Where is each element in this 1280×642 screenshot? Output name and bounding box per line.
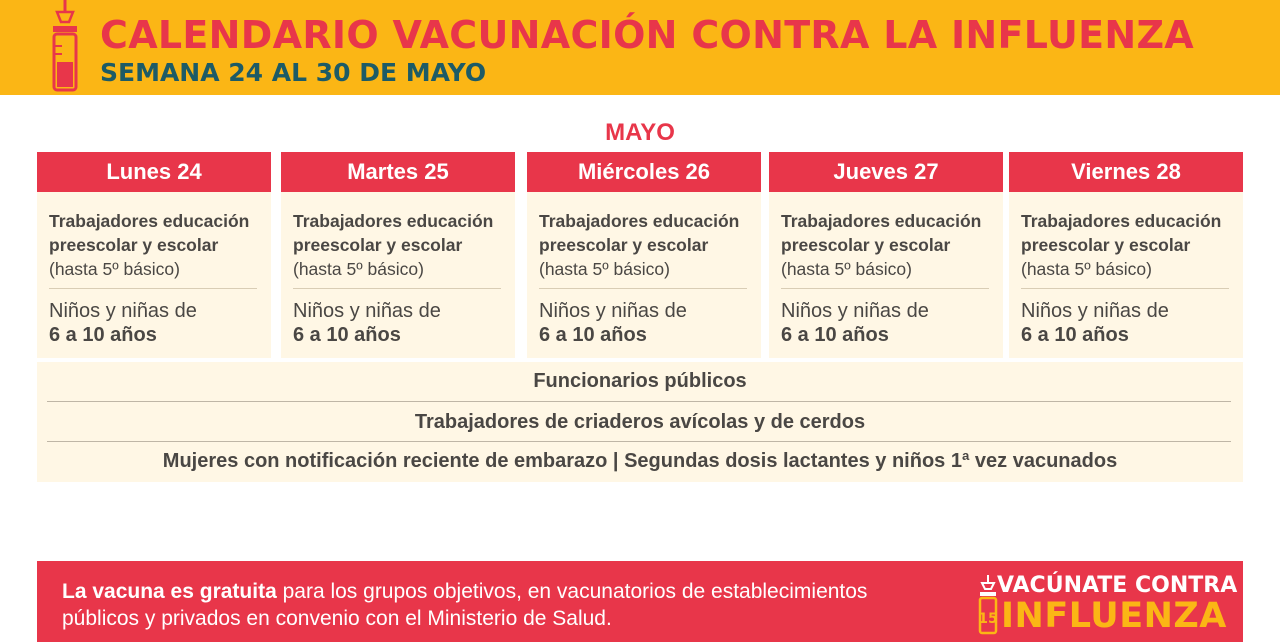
page-subtitle: SEMANA 24 AL 30 DE MAYO — [100, 58, 487, 87]
day-column-martes — [281, 152, 515, 358]
day-column-miercoles — [527, 152, 761, 358]
target-group-children: Niños y niñas de 6 a 10 años — [781, 300, 929, 346]
group-farm-workers: Trabajadores de criaderos avícolas y de cerdos — [414, 411, 866, 433]
footer-banner — [37, 561, 1243, 642]
target-group-teachers: Trabajadores educación preescolar y escolar (hasta 5º básico) — [293, 211, 494, 279]
cta-line-1: VACÚNATE CONTRA — [997, 573, 1238, 598]
group-pregnant-lactating: Mujeres con notificación reciente de embarazo | Segundas dosis lactantes y niños 1ª vez vacunados — [162, 450, 1118, 472]
vaccine-vial-icon — [50, 0, 80, 93]
day-column-jueves — [769, 152, 1003, 358]
page-title: CALENDARIO VACUNACIÓN CONTRA LA INFLUENZA — [100, 13, 1195, 57]
vaccine-vial-icon — [977, 575, 999, 635]
svg-text:15: 15 — [978, 611, 998, 627]
all-week-groups-panel — [37, 362, 1243, 482]
divider — [49, 288, 257, 289]
day-header: Miércoles 26 — [527, 152, 761, 192]
header-banner — [0, 0, 1280, 95]
footer-notice: La vacuna es gratuita para los grupos objetivos, en vacunatorios de establecimientos públicos y privados en convenio con el Ministerio de Salud. — [62, 580, 868, 630]
day-header: Martes 25 — [281, 152, 515, 192]
target-group-children: Niños y niñas de 6 a 10 años — [1021, 300, 1169, 346]
divider — [1021, 288, 1229, 289]
target-group-children: Niños y niñas de 6 a 10 años — [293, 300, 441, 346]
group-public-officials: Funcionarios públicos — [533, 370, 747, 392]
target-group-teachers: Trabajadores educación preescolar y escolar (hasta 5º básico) — [539, 211, 740, 279]
divider — [47, 401, 1231, 402]
target-group-children: Niños y niñas de 6 a 10 años — [539, 300, 687, 346]
day-column-viernes — [1009, 152, 1243, 358]
divider — [293, 288, 501, 289]
target-group-teachers: Trabajadores educación preescolar y escolar (hasta 5º básico) — [1021, 211, 1222, 279]
day-column-lunes — [37, 152, 271, 358]
target-group-teachers: Trabajadores educación preescolar y escolar (hasta 5º básico) — [49, 211, 250, 279]
divider — [539, 288, 747, 289]
divider — [47, 441, 1231, 442]
target-group-children: Niños y niñas de 6 a 10 años — [49, 300, 197, 346]
day-header: Lunes 24 — [37, 152, 271, 192]
cta-line-2: INFLUENZA — [1001, 596, 1227, 636]
month-label: MAYO — [605, 119, 675, 146]
divider — [781, 288, 989, 289]
day-header: Jueves 27 — [769, 152, 1003, 192]
target-group-teachers: Trabajadores educación preescolar y escolar (hasta 5º básico) — [781, 211, 982, 279]
day-header: Viernes 28 — [1009, 152, 1243, 192]
